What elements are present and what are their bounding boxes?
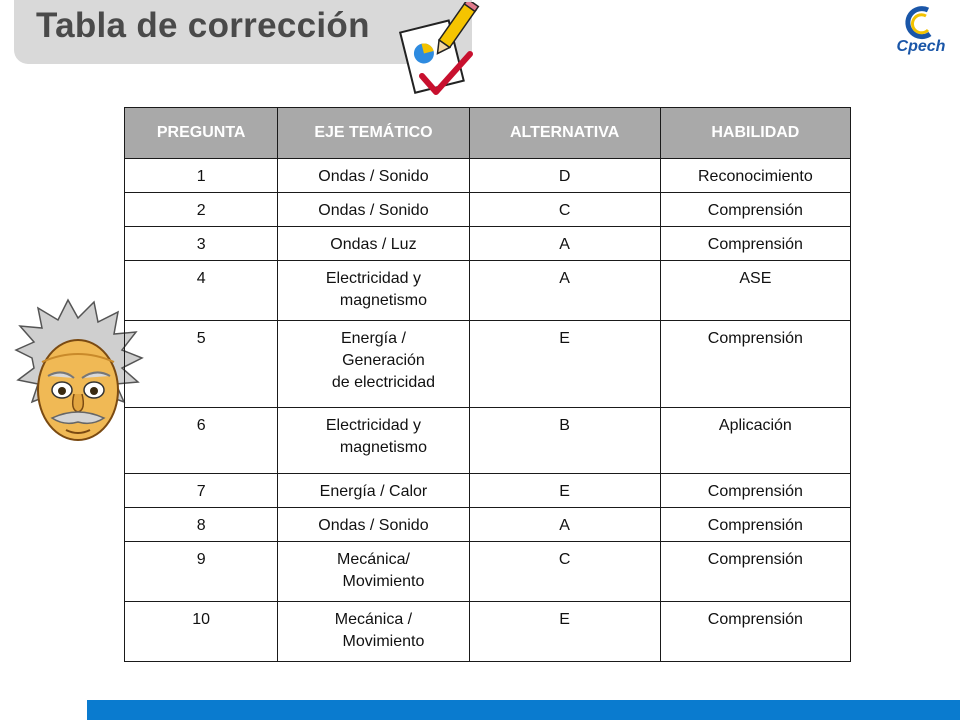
eje-line: Energía /	[340, 330, 406, 347]
pencil-checklist-icon	[396, 2, 480, 102]
footer-bar	[87, 700, 960, 720]
header-row	[125, 108, 851, 159]
eje-line: Mecánica /	[334, 611, 413, 628]
table-row	[125, 602, 851, 662]
cell-eje-tematico	[278, 261, 469, 321]
cell-pregunta: 3	[125, 227, 278, 261]
table-row	[125, 408, 851, 474]
cell-habilidad: Comprensión	[660, 474, 850, 508]
eje-line: Ondas / Sonido	[318, 168, 429, 185]
cell-pregunta: 2	[125, 193, 278, 227]
cell-alternativa: E	[469, 321, 660, 408]
cell-eje-tematico	[278, 193, 469, 227]
cell-habilidad: Comprensión	[660, 321, 850, 408]
cell-eje-tematico	[278, 508, 469, 542]
cell-alternativa: C	[469, 542, 660, 602]
logo-text: Cpech	[896, 38, 946, 55]
cell-habilidad: Comprensión	[660, 508, 850, 542]
table-row	[125, 542, 851, 602]
cell-alternativa: A	[469, 508, 660, 542]
cell-pregunta: 1	[125, 159, 278, 193]
cell-habilidad: Reconocimiento	[660, 159, 850, 193]
cell-eje-tematico	[278, 474, 469, 508]
table-body	[125, 159, 851, 662]
eje-line: Electricidad y	[325, 417, 422, 434]
eje-line: Ondas / Sonido	[318, 202, 429, 219]
header-eje-tematico: EJE TEMÁTICO	[278, 108, 469, 159]
cell-habilidad: Comprensión	[660, 602, 850, 662]
cell-pregunta: 8	[125, 508, 278, 542]
eje-line: Electricidad y	[325, 270, 422, 287]
table-row	[125, 193, 851, 227]
cell-eje-tematico	[278, 321, 469, 408]
header-alternativa: ALTERNATIVA	[469, 108, 660, 159]
eje-line: magnetismo	[339, 439, 428, 456]
table-row	[125, 227, 851, 261]
eje-line: Ondas / Sonido	[318, 517, 429, 534]
cell-habilidad: Comprensión	[660, 227, 850, 261]
header-habilidad: HABILIDAD	[660, 108, 850, 159]
table-row	[125, 261, 851, 321]
cell-alternativa: D	[469, 159, 660, 193]
cell-alternativa: E	[469, 474, 660, 508]
cell-eje-tematico	[278, 159, 469, 193]
cell-habilidad: Aplicación	[660, 408, 850, 474]
eje-line: Movimiento	[342, 633, 425, 650]
table-row	[125, 474, 851, 508]
cell-pregunta: 6	[125, 408, 278, 474]
page-title: Tabla de corrección	[36, 6, 370, 45]
cell-eje-tematico	[278, 602, 469, 662]
cell-alternativa: A	[469, 261, 660, 321]
eje-line: magnetismo	[339, 292, 428, 309]
table-row	[125, 508, 851, 542]
eje-line: de electricidad	[331, 374, 436, 391]
eje-line: Energía / Calor	[319, 483, 428, 500]
cell-pregunta: 4	[125, 261, 278, 321]
cell-habilidad: ASE	[660, 261, 850, 321]
cell-alternativa: C	[469, 193, 660, 227]
cell-habilidad: Comprensión	[660, 542, 850, 602]
cell-eje-tematico	[278, 227, 469, 261]
cell-alternativa: A	[469, 227, 660, 261]
eje-line: Generación	[342, 352, 425, 369]
table-row	[125, 159, 851, 193]
table-row	[125, 321, 851, 408]
cell-pregunta: 10	[125, 602, 278, 662]
cpech-logo	[890, 4, 952, 60]
cell-pregunta: 5	[125, 321, 278, 408]
eje-line: Ondas / Luz	[330, 236, 417, 253]
cell-alternativa: E	[469, 602, 660, 662]
cell-eje-tematico	[278, 542, 469, 602]
cell-pregunta: 9	[125, 542, 278, 602]
eje-line: Mecánica/	[336, 551, 410, 568]
eje-line: Movimiento	[342, 573, 425, 590]
correction-table	[124, 107, 851, 662]
cell-alternativa: B	[469, 408, 660, 474]
cell-habilidad: Comprensión	[660, 193, 850, 227]
cell-eje-tematico	[278, 408, 469, 474]
header-pregunta: PREGUNTA	[125, 108, 278, 159]
cell-pregunta: 7	[125, 474, 278, 508]
